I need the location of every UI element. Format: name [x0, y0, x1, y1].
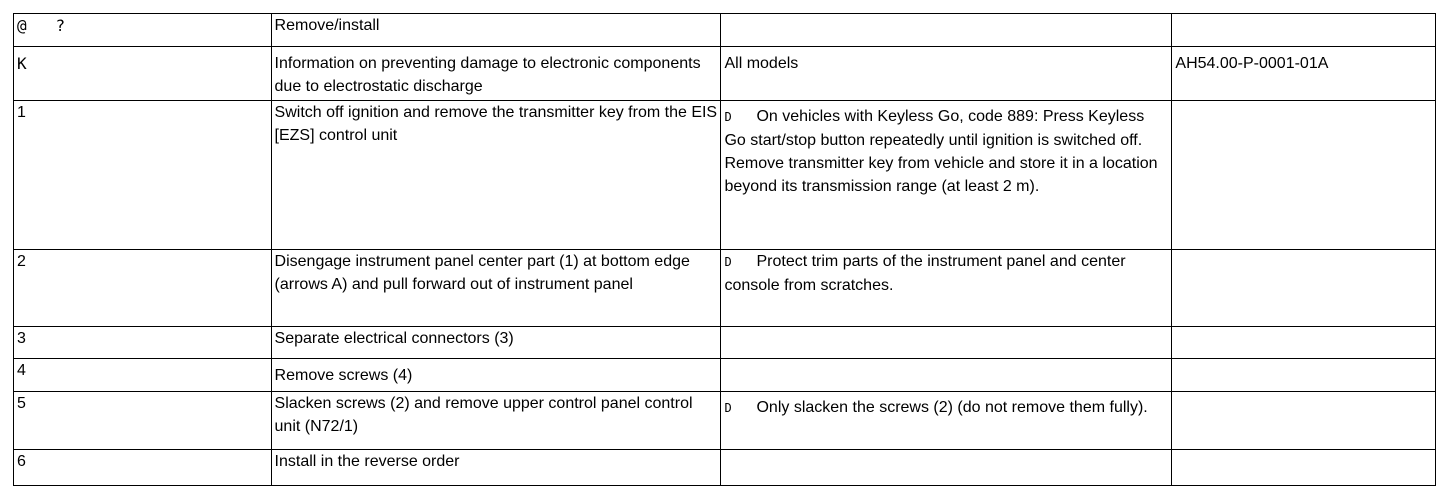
- step-description-cell: [271, 450, 721, 486]
- note-symbol: D: [724, 110, 732, 124]
- row-symbol-cell: [14, 14, 272, 47]
- step-number-cell: [14, 250, 272, 327]
- step-description-cell: [271, 14, 721, 47]
- step-description-cell: [271, 47, 721, 101]
- reference-cell: [1172, 450, 1436, 486]
- step-description-cell: [271, 250, 721, 327]
- step-description: Switch off ignition and remove the transmitter key from the EIS [EZS] control unit: [274, 104, 718, 144]
- row-symbol-cell: [14, 47, 272, 101]
- step-description-cell: [271, 327, 721, 359]
- reference-cell: [1172, 101, 1436, 250]
- step-description-cell: [271, 392, 721, 450]
- step-number: 2: [17, 253, 26, 270]
- note-cell: [721, 14, 1172, 47]
- step-number: 5: [17, 395, 26, 412]
- reference-cell: [1172, 14, 1436, 47]
- reference-link: AH54.00-P-0001-01A: [1175, 55, 1329, 72]
- note-cell: [721, 250, 1172, 327]
- note-text: Only slacken the screws (2) (do not remove them fully).: [756, 399, 1148, 416]
- step-number: 1: [17, 104, 26, 121]
- row-symbols: @ ?: [17, 16, 66, 35]
- reference-cell: [1172, 359, 1436, 392]
- step-description: Remove/install: [274, 17, 380, 34]
- note-cell: [721, 101, 1172, 250]
- step-number-cell: [14, 101, 272, 250]
- step-description: Information on preventing damage to electronic components due to electrostatic discharge: [274, 55, 701, 95]
- row-symbols: K: [17, 54, 27, 73]
- step-description: Remove screws (4): [274, 367, 413, 384]
- table-row: [14, 101, 1436, 250]
- note-symbol: D: [724, 401, 732, 415]
- reference-cell: [1172, 250, 1436, 327]
- note-text: All models: [724, 55, 799, 72]
- step-description-cell: [271, 359, 721, 392]
- step-number-cell: [14, 359, 272, 392]
- step-number: 6: [17, 453, 26, 470]
- note-symbol: D: [724, 255, 732, 269]
- table-row: [14, 359, 1436, 392]
- reference-cell: [1172, 327, 1436, 359]
- note-cell: [721, 47, 1172, 101]
- note-cell: [721, 327, 1172, 359]
- step-number-cell: [14, 450, 272, 486]
- step-number-cell: [14, 327, 272, 359]
- step-number: 4: [17, 362, 26, 379]
- table-row: [14, 250, 1436, 327]
- step-description: Install in the reverse order: [274, 453, 460, 470]
- reference-cell: [1172, 47, 1436, 101]
- note-cell: [721, 359, 1172, 392]
- note-text: On vehicles with Keyless Go, code 889: Press Keyless Go start/stop button repeatedly until ignition is switched off. Remove transmitter key from vehicle and store it in a location beyond its transmission range (at least 2 m).: [724, 108, 1158, 195]
- reference-cell: [1172, 392, 1436, 450]
- procedure-table: [13, 13, 1436, 486]
- step-description: Separate electrical connectors (3): [274, 330, 514, 347]
- step-description: Slacken screws (2) and remove upper control panel control unit (N72/1): [274, 395, 693, 435]
- table-row: [14, 47, 1436, 101]
- step-number: 3: [17, 330, 26, 347]
- table-row: [14, 392, 1436, 450]
- step-number-cell: [14, 392, 272, 450]
- note-cell: [721, 392, 1172, 450]
- step-description: Disengage instrument panel center part (1) at bottom edge (arrows A) and pull forward out of instrument panel: [274, 253, 690, 293]
- table-row: [14, 450, 1436, 486]
- table-row: [14, 14, 1436, 47]
- note-text: Protect trim parts of the instrument panel and center console from scratches.: [724, 253, 1126, 294]
- step-description-cell: [271, 101, 721, 250]
- note-cell: [721, 450, 1172, 486]
- table-row: [14, 327, 1436, 359]
